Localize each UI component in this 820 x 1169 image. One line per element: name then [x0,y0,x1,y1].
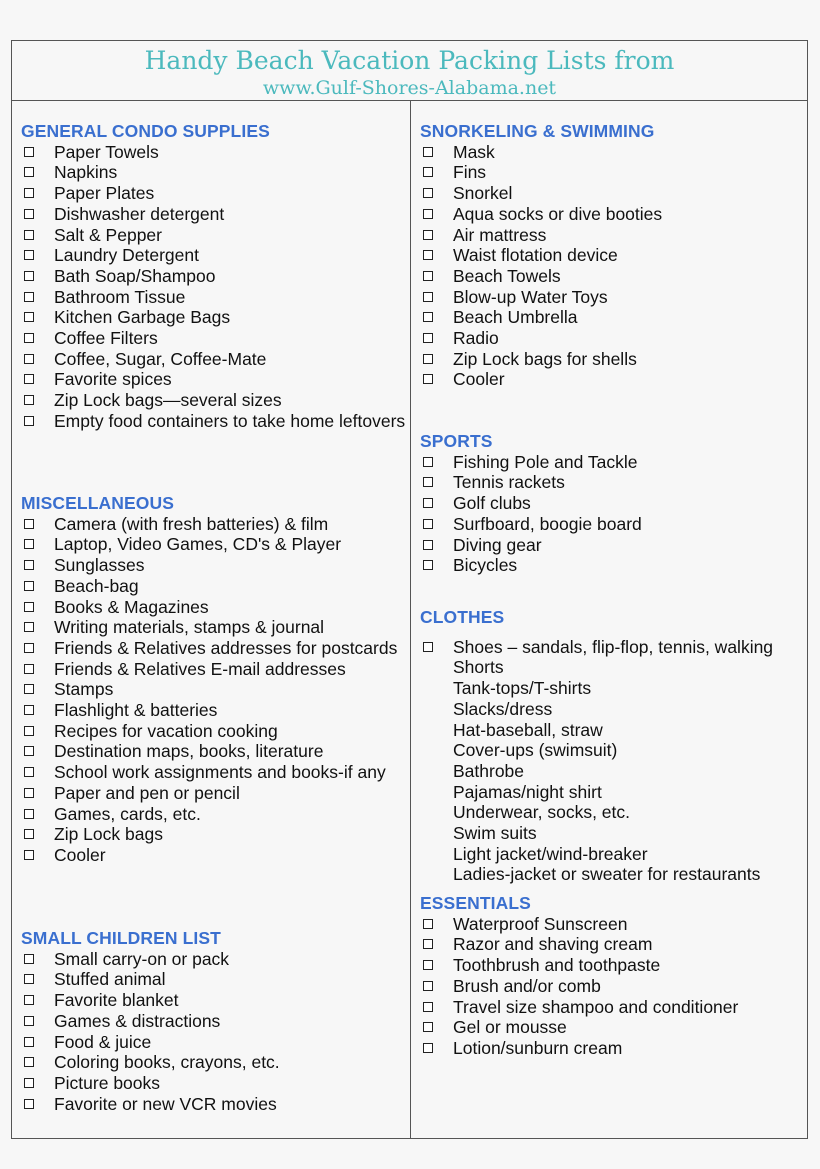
checkbox-icon[interactable] [423,147,433,157]
checklist [21,142,406,432]
checklist-item-label: Kitchen Garbage Bags [54,307,231,328]
checklist-item-label: Aqua socks or dive booties [453,203,663,224]
checkbox-icon[interactable] [423,477,433,487]
checklist-item-label: Flashlight & batteries [54,700,218,721]
checkbox-icon[interactable] [423,292,433,302]
section-essentials [420,893,805,1059]
checklist-item [420,349,805,370]
checklist-item-label: Sunglasses [54,555,145,576]
checklist-item-label: Zip Lock bags [54,824,163,845]
checkbox-icon[interactable] [24,416,34,426]
checklist-item-label: Shoes – sandals, flip-flop, tennis, walking [453,636,774,657]
checklist-item [21,142,406,163]
checklist-item [420,934,805,955]
checklist-item [21,162,406,183]
checklist-item [21,679,406,700]
checklist-item [420,914,805,935]
checklist-item-label: Swim suits [453,823,537,844]
checklist-item-label: Picture books [54,1072,161,1093]
checklist-item [420,761,805,782]
checklist-item-label: Friends & Relatives addresses for postcards [54,637,398,658]
checklist-item [21,741,406,762]
checklist-item-label: Waterproof Sunscreen [453,913,628,934]
checklist-item-label: Cooler [54,844,106,865]
section-heading: MISCELLANEOUS [21,493,174,513]
column-divider [410,100,411,1138]
checklist-item-label: Travel size shampoo and conditioner [453,996,739,1017]
checklist-item [420,328,805,349]
checklist-item [420,162,805,183]
checklist-item-label: Dishwasher detergent [54,203,225,224]
checkbox-icon[interactable] [423,354,433,364]
checkbox-icon[interactable] [24,519,34,529]
checkbox-icon[interactable] [24,622,34,632]
checklist-item-label: Bathrobe [453,760,525,781]
checklist-item-label: Mask [453,141,495,162]
document-header [12,41,807,101]
checklist-item [21,990,406,1011]
checklist-item-label: Friends & Relatives E-mail addresses [54,658,346,679]
checklist-item-label: Zip Lock bags for shells [453,348,637,369]
checkbox-icon[interactable] [24,395,34,405]
checklist-item-label: Food & juice [54,1031,152,1052]
checkbox-icon[interactable] [24,581,34,591]
checklist-item-label: Air mattress [453,224,547,245]
checklist-item-label: Beach-bag [54,575,139,596]
checklist-item-label: Hat-baseball, straw [453,719,603,740]
checklist-item-label: Blow-up Water Toys [453,286,608,307]
checklist-item-label: Shorts [453,657,504,678]
checklist-item [21,638,406,659]
checklist-item-label: Zip Lock bags—several sizes [54,390,282,411]
checklist-item-label: Coffee, Sugar, Coffee-Mate [54,348,267,369]
section-heading: GENERAL CONDO SUPPLIES [21,121,270,141]
checklist-item [420,266,805,287]
checklist-item [21,804,406,825]
checkbox-icon[interactable] [423,642,433,652]
checklist-item [21,949,406,970]
checkbox-icon[interactable] [24,1057,34,1067]
checklist [21,514,406,866]
checkbox-icon[interactable] [24,643,34,653]
checklist-item [21,307,406,328]
checklist-item [21,534,406,555]
checklist-item-label: Gel or mousse [453,1017,567,1038]
checklist-item [420,997,805,1018]
checklist-item [21,824,406,845]
checklist [420,914,805,1059]
checklist [420,452,805,576]
checklist-item-label: Lotion/sunburn cream [453,1037,623,1058]
checklist-item [21,1094,406,1115]
checkbox-icon[interactable] [24,829,34,839]
checkbox-icon[interactable] [423,1043,433,1053]
checklist-item-label: Bath Soap/Shampoo [54,265,216,286]
checkbox-icon[interactable] [423,250,433,260]
checklist-item [420,452,805,473]
checkbox-icon[interactable] [24,1078,34,1088]
checklist-item [21,1032,406,1053]
checklist-item [420,782,805,803]
checklist-item [21,700,406,721]
checklist-item-label: Ladies-jacket or sweater for restaurants [453,864,761,885]
checkbox-icon[interactable] [423,271,433,281]
checklist-item [21,411,406,432]
checklist-item-label: Writing materials, stamps & journal [54,617,325,638]
checklist-item [21,369,406,390]
checkbox-icon[interactable] [24,560,34,570]
checklist-item [420,287,805,308]
checklist-item-label: Books & Magazines [54,596,209,617]
checklist-item [420,472,805,493]
checklist-item [21,969,406,990]
checklist-item [21,576,406,597]
checklist-item-label: Surfboard, boogie board [453,513,642,534]
checkbox-icon[interactable] [24,230,34,240]
checklist-item-label: Paper and pen or pencil [54,782,240,803]
checkbox-icon[interactable] [24,954,34,964]
checkbox-icon[interactable] [24,188,34,198]
checklist-item-label: Beach Umbrella [453,307,578,328]
checklist [21,949,406,1115]
checklist-item [21,1052,406,1073]
checklist-item-label: Recipes for vacation cooking [54,720,278,741]
checklist-item-label: Favorite spices [54,369,172,390]
checklist-item-label: School work assignments and books-if any [54,762,386,783]
checkbox-icon[interactable] [24,333,34,343]
section-heading: SPORTS [420,431,493,451]
checkbox-icon[interactable] [24,602,34,612]
checklist-item [21,225,406,246]
checkbox-icon[interactable] [24,684,34,694]
checkbox-icon[interactable] [24,705,34,715]
checklist-item [21,183,406,204]
checklist-item [420,844,805,865]
checklist-item [420,369,805,390]
section-snorkeling-swimming [420,121,805,390]
checkbox-icon[interactable] [24,209,34,219]
checklist-item-label: Toothbrush and toothpaste [453,955,661,976]
checklist-item [21,721,406,742]
checkbox-icon[interactable] [423,540,433,550]
checklist-item [420,864,805,885]
checklist-item-label: Bicycles [453,555,518,576]
checkbox-icon[interactable] [423,498,433,508]
checkbox-icon[interactable] [24,312,34,322]
checklist-item [420,657,805,678]
checklist-item-label: Empty food containers to take home leftovers [54,410,406,431]
checkbox-icon[interactable] [423,457,433,467]
checklist-item-label: Stuffed animal [54,969,166,990]
section-heading: SNORKELING & SWIMMING [420,121,655,141]
checklist-item [420,307,805,328]
checklist-item [21,328,406,349]
checkbox-icon[interactable] [423,560,433,570]
checkbox-icon[interactable] [423,230,433,240]
section-small-children-list [21,928,406,1114]
section-sports [420,431,805,576]
checklist-item [21,845,406,866]
checklist-item [420,535,805,556]
checkbox-icon[interactable] [24,850,34,860]
checklist-item-label: Fishing Pole and Tackle [453,451,638,472]
checklist-item [420,142,805,163]
section-clothes [420,607,805,885]
checklist-item-label: Favorite or new VCR movies [54,1093,277,1114]
checkbox-icon[interactable] [423,981,433,991]
checklist-item-label: Golf clubs [453,493,531,514]
checklist-item [21,266,406,287]
checklist-item-label: Games & distractions [54,1010,221,1031]
checklist-item-label: Coffee Filters [54,328,158,349]
checkbox-icon[interactable] [423,374,433,384]
checklist-item-label: Paper Towels [54,141,159,162]
checkbox-icon[interactable] [24,1037,34,1047]
checkbox-icon[interactable] [24,147,34,157]
section-heading: ESSENTIALS [420,893,531,913]
packing-list-frame [11,40,808,1139]
checklist-item [21,390,406,411]
checklist-item [21,245,406,266]
checklist-item [420,493,805,514]
checklist-item [420,204,805,225]
checklist-item [420,555,805,576]
checkbox-icon[interactable] [24,539,34,549]
checklist-item [420,740,805,761]
checklist-item [420,720,805,741]
checklist-item-label: Bathroom Tissue [54,286,186,307]
checklist-item-label: Snorkel [453,183,513,204]
section-miscellaneous [21,493,406,866]
checklist-item-label: Tennis rackets [453,472,565,493]
checkbox-icon[interactable] [24,271,34,281]
section-heading: CLOTHES [420,607,505,627]
checkbox-icon[interactable] [423,939,433,949]
document-title: Handy Beach Vacation Packing Lists from [144,46,675,75]
section-general-condo-supplies [21,121,406,432]
checklist-item-label: Light jacket/wind-breaker [453,843,648,864]
checklist-item-label: Salt & Pepper [54,224,162,245]
checklist-item [21,617,406,638]
checklist-item [420,514,805,535]
checklist-item-label: Beach Towels [453,265,561,286]
checkbox-icon[interactable] [423,333,433,343]
checklist [420,637,805,885]
website-link[interactable]: www.Gulf-Shores-Alabama.net [262,77,557,99]
checklist-item-label: Underwear, socks, etc. [453,802,631,823]
checkbox-icon[interactable] [24,767,34,777]
checklist-item-label: Favorite blanket [54,990,179,1011]
checkbox-icon[interactable] [24,167,34,177]
checklist-item-label: Cover-ups (swimsuit) [453,740,618,761]
checkbox-icon[interactable] [24,788,34,798]
checklist-item-label: Fins [453,162,487,183]
checklist-item [420,1017,805,1038]
checklist-item-label: Napkins [54,162,118,183]
checkbox-icon[interactable] [24,250,34,260]
checkbox-icon[interactable] [24,809,34,819]
checklist-item [420,245,805,266]
checklist-item [420,699,805,720]
checklist-item-label: Razor and shaving cream [453,934,653,955]
checklist-item [420,823,805,844]
checklist-item-label: Waist flotation device [453,245,618,266]
checklist-item [420,1038,805,1059]
checklist-item-label: Small carry-on or pack [54,948,230,969]
checkbox-icon[interactable] [423,188,433,198]
checklist-item [21,514,406,535]
checklist-item [21,762,406,783]
checkbox-icon[interactable] [423,1002,433,1012]
checklist-item-label: Slacks/dress [453,698,553,719]
checklist-item [21,204,406,225]
checklist-item [21,555,406,576]
checklist-item-label: Coloring books, crayons, etc. [54,1052,280,1073]
checklist-item-label: Pajamas/night shirt [453,781,602,802]
checkbox-icon[interactable] [423,167,433,177]
checklist-item [21,659,406,680]
checkbox-icon[interactable] [24,746,34,756]
checklist-item-label: Stamps [54,679,114,700]
checklist-item [21,1073,406,1094]
checklist-item-label: Laundry Detergent [54,245,199,266]
checklist-item-label: Brush and/or comb [453,975,601,996]
checkbox-icon[interactable] [423,1022,433,1032]
checkbox-icon[interactable] [24,974,34,984]
checkbox-icon[interactable] [423,919,433,929]
checkbox-icon[interactable] [24,995,34,1005]
checklist-item [420,678,805,699]
checkbox-icon[interactable] [24,1016,34,1026]
checkbox-icon[interactable] [24,374,34,384]
checklist-item-label: Diving gear [453,534,542,555]
checkbox-icon[interactable] [423,960,433,970]
checklist-item-label: Cooler [453,369,505,390]
checkbox-icon[interactable] [423,312,433,322]
checklist-item-label: Tank-tops/T-shirts [453,678,592,699]
checklist-item [420,955,805,976]
checkbox-icon[interactable] [24,292,34,302]
checklist-item-label: Laptop, Video Games, CD's & Player [54,534,342,555]
checkbox-icon[interactable] [423,519,433,529]
checkbox-icon[interactable] [423,209,433,219]
checklist-item [420,183,805,204]
checklist-item-label: Paper Plates [54,183,155,204]
checklist-item-label: Camera (with fresh batteries) & film [54,513,329,534]
checklist-item [21,349,406,370]
checklist-item-label: Radio [453,328,499,349]
checklist-item [21,287,406,308]
checkbox-icon[interactable] [24,726,34,736]
section-heading: SMALL CHILDREN LIST [21,928,221,948]
checkbox-icon[interactable] [24,354,34,364]
checklist-item [420,976,805,997]
checklist-item [21,1011,406,1032]
checklist-item [21,783,406,804]
checkbox-icon[interactable] [24,1099,34,1109]
checklist-item [420,802,805,823]
checkbox-icon[interactable] [24,664,34,674]
checklist-item-label: Games, cards, etc. [54,803,201,824]
checklist-item [420,225,805,246]
checklist [420,142,805,390]
checklist-item-label: Destination maps, books, literature [54,741,324,762]
checklist-item [420,637,805,658]
checklist-item [21,597,406,618]
